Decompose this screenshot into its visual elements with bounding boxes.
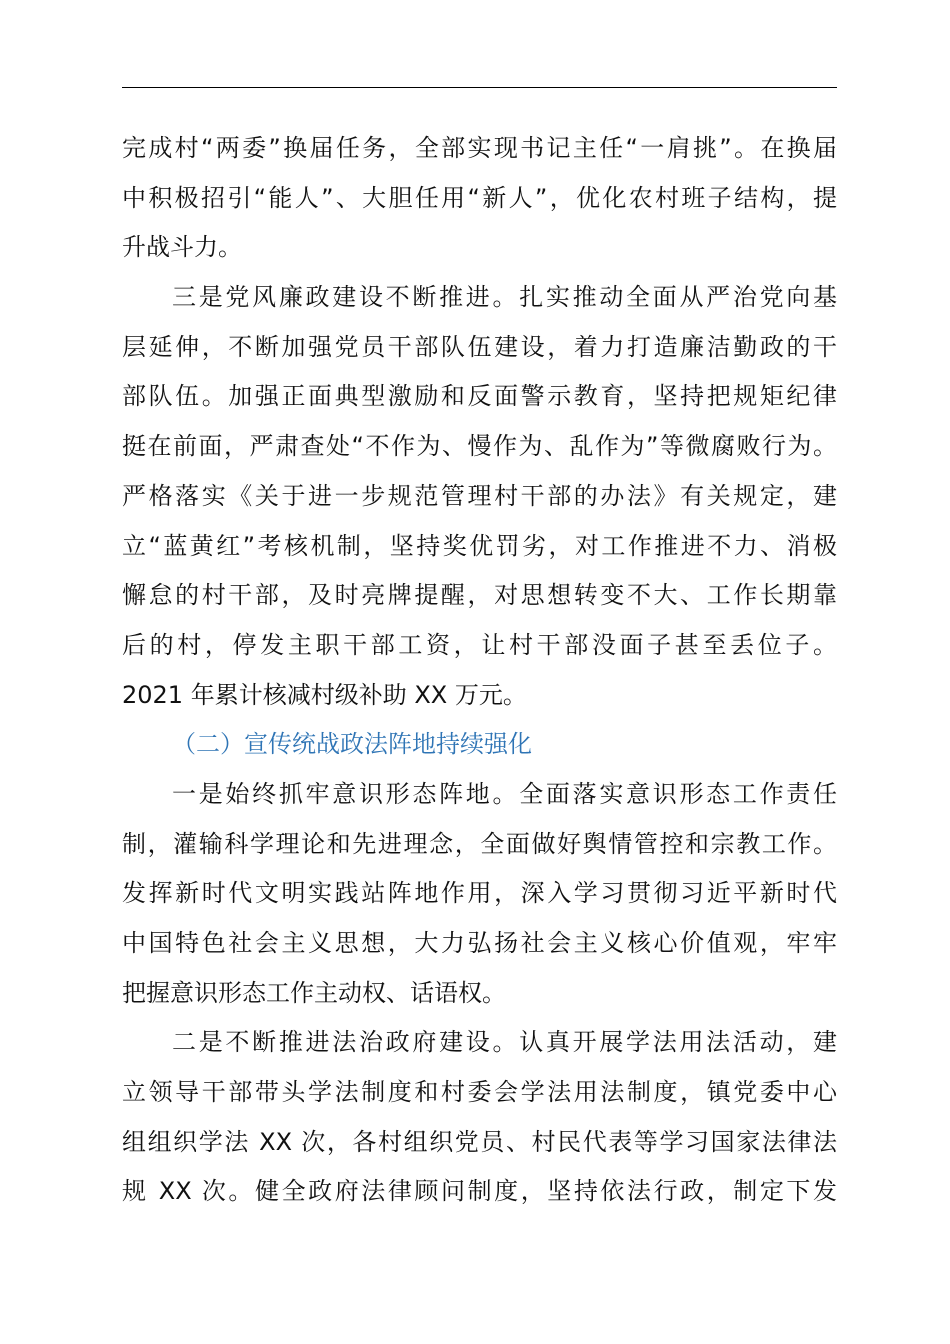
text-line: 懈怠的村干部，及时亮牌提醒，对思想转变不大、工作长期靠 [122,581,837,610]
text-line: 挺在前面，严肃查处“不作为、慢作为、乱作为”等微腐败行为。 [122,432,837,461]
text-line: 部队伍。加强正面典型激励和反面警示教育，坚持把规矩纪律 [122,382,837,411]
text-line: 规 XX 次。健全政府法律顾问制度，坚持依法行政，制定下发 [122,1177,837,1206]
text-line: 升战斗力。 [122,233,242,262]
text-line: 严格落实《关于进一步规范管理村干部的办法》有关规定，建 [122,481,837,510]
section-heading: （二）宣传统战政法阵地持续强化 [172,730,532,759]
text-line: 发挥新时代文明实践站阵地作用，深入学习贯彻习近平新时代 [122,879,837,908]
text-line: 把握意识形态工作主动权、话语权。 [122,978,506,1007]
text-line: 二是不断推进法治政府建设。认真开展学法用法活动，建 [172,1028,837,1057]
text-line: 2021 年累计核减村级补助 XX 万元。 [122,680,527,709]
text-line: 立“蓝黄红”考核机制，坚持奖优罚劣，对工作推进不力、消极 [122,531,837,560]
text-line: 三是党风廉政建设不断推进。扎实推动全面从严治党向基 [172,283,837,312]
text-line: 完成村“两委”换届任务，全部实现书记主任“一肩挑”。在换届 [122,134,837,162]
text-line: 一是始终抓牢意识形态阵地。全面落实意识形态工作责任 [172,779,837,808]
text-line: 层延伸，不断加强党员干部队伍建设，着力打造廉洁勤政的干 [122,332,837,361]
text-line: 中国特色社会主义思想，大力弘扬社会主义核心价值观，牢牢 [122,929,837,957]
header-rule [122,87,837,88]
text-line: 立领导干部带头学法制度和村委会学法用法制度，镇党委中心 [122,1078,837,1107]
text-line: 中积极招引“能人”、大胆任用“新人”，优化农村班子结构，提 [122,183,837,212]
text-line: 组组织学法 XX 次，各村组织党员、村民代表等学习国家法律法 [122,1127,837,1156]
text-line: 制，灌输科学理论和先进理念，全面做好舆情管控和宗教工作。 [122,829,837,858]
text-line: 后的村，停发主职干部工资，让村干部没面子甚至丢位子。 [122,630,837,659]
document-body [122,124,837,1217]
